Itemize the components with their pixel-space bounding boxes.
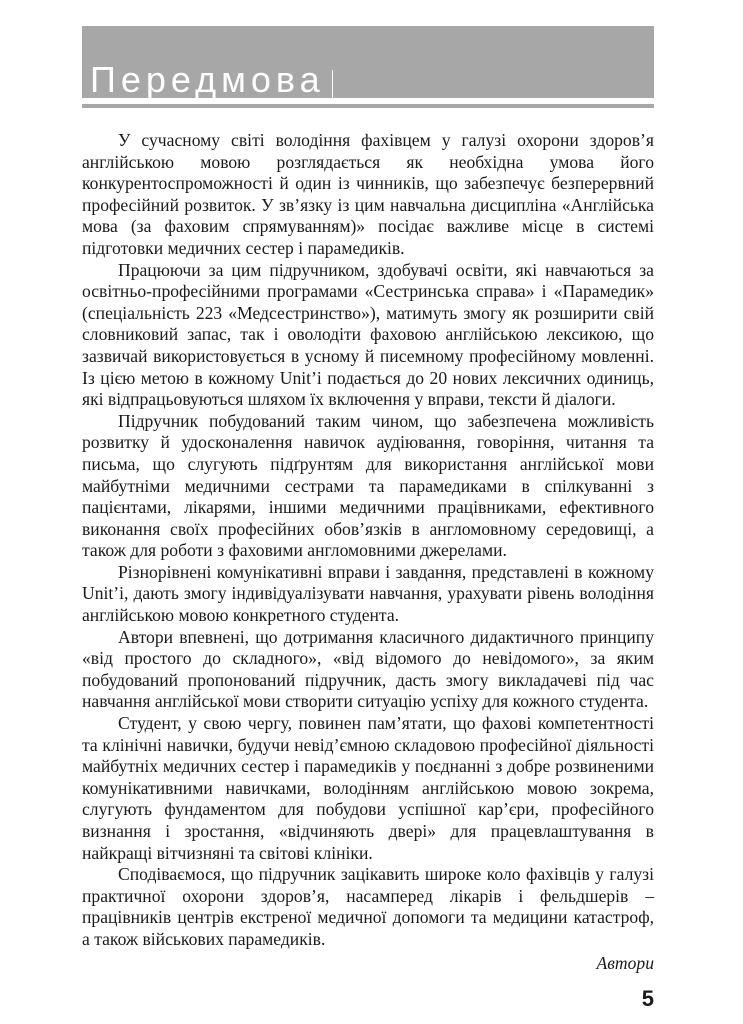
paragraph-7: Сподіваємося, що підручник зацікавить широке коло фахівців у галузі практичної охорони здоров’я, насамперед лікарів і фельдшерів – працівників центрів екстреної медичної допомоги та медицини катастроф, а також військових парамедиків.	[82, 864, 654, 949]
header-divider-tick	[332, 70, 333, 98]
paragraph-1: У сучасному світі володіння фахівцем у галузі охорони здоров’я англійською мовою розглядається як необхідна умова його конкурентоспроможності й один із чинників, що забезпечує безперервний професійний розвиток. У зв’язку із цим навчальна дисципліна «Англійська мова (за фаховим спрямуванням)» посідає важливе місце в системі підготовки медичних сестер і парамедиків.	[82, 130, 654, 258]
header-rule	[82, 104, 654, 108]
paragraph-3: Підручник побудований таким чином, що забезпечена можливість розвитку й удосконалення навичок аудіювання, говоріння, читання та письма, що слугують підґрунтям для використання англійської мови майбутніми медичними сестрами та парамедиками в спілкуванні з пацієнтами, лікарями, іншими медичними працівниками, ефективного виконання своїх професійних обов’язків в англомовному середовищі, а також для роботи з фаховими англомовними джерелами.	[82, 410, 654, 561]
paragraph-2: Працюючи за цим підручником, здобувачі освіти, які навчаються за освітньо-професійними програмами «Сестринська справа» і «Парамедик» (спеціальність 223 «Медсестринство»), матимуть змогу як розширити свій словниковий запас, так і оволодіти фаховою англійською лексикою, що зазвичай використовується в усному й писемному професійному мовленні. Із цією метою в кожному Unit’і подається до 20 нових лексичних одиниць, які відпрацьовуються шляхом їх включення у вправи, тексти й діалоги.	[82, 259, 654, 410]
page-number: 5	[641, 986, 654, 1011]
paragraph-4: Різнорівнені комунікативні вправи і завдання, представлені в кожному Unit’і, дають змогу індивідуалізувати навчання, урахувати рівень володіння англійською мовою конкретного студента.	[82, 561, 654, 626]
paragraph-5: Автори впевнені, що дотримання класичного дидактичного принципу «від простого до складного», «від відомого до невідомого», за яким побудований пропонований підручник, дасть змогу викладачеві під час навчання англійської мови створити ситуацію успіху для кожного студента.	[82, 626, 654, 712]
page-title: Передмова	[90, 59, 325, 100]
signature: Автори	[596, 953, 654, 973]
body-text	[82, 130, 654, 951]
paragraph-6: Студент, у свою чергу, повинен пам’ятати, що фахові компетентності та клінічні навички, будучи невід’ємною складовою професійної діяльності майбутніх медичних сестер і парамедиків у поєднанні з добре розвиненими комунікативними навичками, володінням англійською мовою зокрема, слугують фундаментом для побудови успішної кар’єри, професійного визнання і зростання, «відчиняють двері» для працевлаштування в найкращі вітчизняні та світові клініки.	[82, 713, 654, 863]
